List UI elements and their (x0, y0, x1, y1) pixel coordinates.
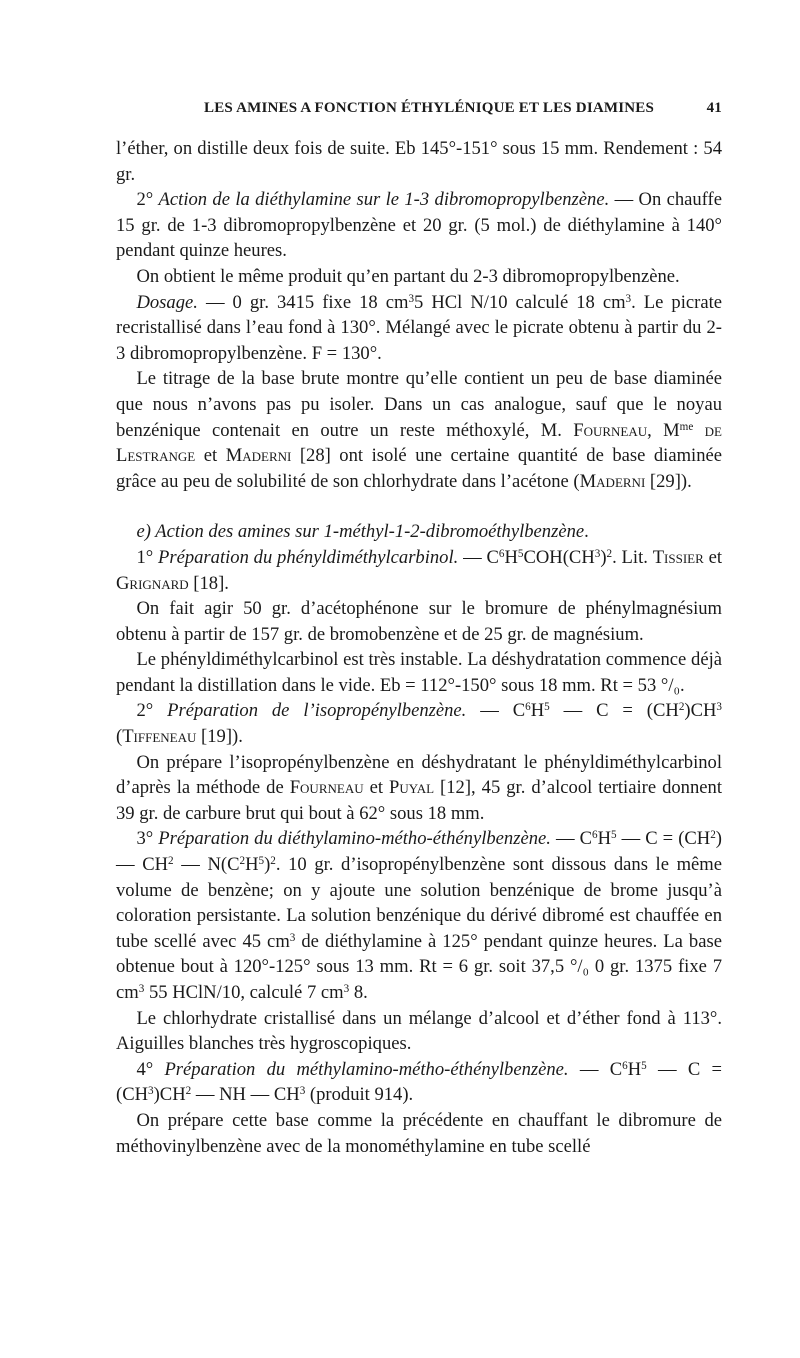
paragraph-titrage: Le titrage de la base brute montre qu’elle contient un peu de base diaminée que nous n’avons pas pu isoler. Dans un cas analogue, sauf que le noyau benzénique contenait en outre un reste méthoxylé, M. Fourneau, $M^{me}$ de Lestrange et Maderni [28] ont isolé une certaine quantité de base diaminée grâce au peu de solubilité de son chlorhydrate dans l’acétone (Maderni [29]). (116, 368, 723, 492)
paragraph-prep-methylamino: 4° Préparation du méthylamino-métho-éthénylbenzène. — $C^6H^5$ — $C = (CH^3)CH^2$ — NH — $CH^3$ (produit 914). (116, 1058, 722, 1106)
section-heading-e: e) Action des amines sur 1-méthyl-1-2-dibromoéthylbenzène. (136, 521, 589, 543)
paragraph-chlorhydrate: Le chlorhydrate cristallisé dans un mélange d’alcool et d’éther fond à 113°. Aiguilles blanches très hygroscopiques. (116, 1007, 722, 1055)
paragraph-prep-isopropenyl: 2° Préparation de l’isopropénylbenzène. — $C^6H^5$ — $C = (CH^2)CH^3$ (Tiffeneau [19]). (116, 700, 722, 748)
paragraph-diethylamine-action: 2° Action de la diéthylamine sur le 1-3 dibromopropylbenzène. — On chauffe 15 gr. de 1-3 dibromopropylbenzène et 20 gr. (5 mol.) de diéthylamine à 140° pendant quinze heures. (116, 189, 722, 262)
running-head-title: LES AMINES A FONCTION ÉTHYLÉNIQUE ET LES DIAMINES (204, 100, 655, 116)
section-gap (116, 494, 722, 519)
paragraph-dosage: Dosage. — 0 gr. 3415 fixe 18 $cm^35$ HCl N/10 calculé 18 $cm^3$. Le picrate recristallisé dans l’eau fond à 130°. Mélangé avec le picrate obtenu à partir du 2-3 dibromopropylbenzène. F = 130°. (116, 291, 722, 364)
body-text (116, 136, 722, 1159)
paragraph-acetophenone: On fait agir 50 gr. d’acétophénone sur le bromure de phénylmagnésium obtenu à partir de 157 gr. de bromobenzène et de 25 gr. de magnésium. (116, 598, 722, 645)
paragraph-isopropenyl-method: On prépare l’isopropénylbenzène en déshydratant le phényldiméthylcarbinol d’après la méthode de Fourneau et Puyal [12], 45 gr. d’alcool tertiaire donnent 39 gr. de carbure brut qui bout à 62° sous 18 mm. (116, 751, 722, 824)
running-head (118, 100, 722, 124)
page-number: 41 (706, 100, 722, 116)
paragraph-final: On prépare cette base comme la précédente en chauffant le dibromure de méthovinylbenzène avec de la monométhylamine en tube scellé (116, 1109, 722, 1157)
paragraph-prep-carbinol: 1° Préparation du phényldiméthylcarbinol. — $C^6H^5COH(CH^3)^2$. Lit. Tissier et Grignard [18]. (116, 546, 722, 594)
paragraph-carbinol-instable: Le phényldiméthylcarbinol est très instable. La déshydratation commence déjà pendant la distillation dans le vide. Eb = 112°-150° sous 18 mm. Rt = 53 °/₀. (116, 649, 722, 696)
paragraph-continuation: l’éther, on distille deux fois de suite. Eb 145°-151° sous 15 mm. Rendement : 54 gr. (116, 138, 722, 185)
paragraph-prep-diethylamino: 3° Préparation du diéthylamino-métho-éthénylbenzène. — $C^6H^5$ — $C = (CH^2)$ — $CH^2$ — $N(C^2H^5)^2$. 10 gr. d’isopropénylbenzène sont dissous dans le même volume de benzène; on y ajoute une solution benzénique de brome jusqu’à coloration persistante. La solution benzénique du dérivé dibromé est chauffée en tube scellé avec 45 $cm^3$ de diéthylamine à 125° pendant quinze heures. La base obtenue bout à 120°-125° sous 13 mm. Rt = 6 gr. soit 37,5 °/₀ 0 gr. 1375 fixe 7 $cm^3$ 55 HClN/10, calculé 7 $cm^3$ 8. (116, 828, 723, 1003)
paragraph-same-product: On obtient le même produit qu’en partant du 2-3 dibromopropylbenzène. (136, 265, 680, 287)
